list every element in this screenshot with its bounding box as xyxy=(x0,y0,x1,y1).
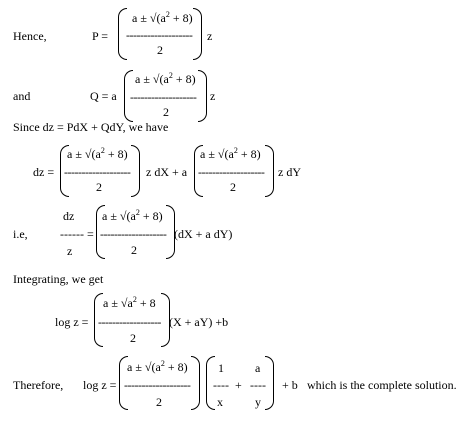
one-num: 1 xyxy=(218,361,224,375)
logz-equals: log z = xyxy=(55,315,89,329)
denominator: 2 xyxy=(96,180,102,194)
a-num: a xyxy=(255,361,261,375)
dx-ady: (dX + a dY) xyxy=(174,227,233,241)
denominator: 2 xyxy=(230,180,236,194)
integrating-line: Integrating, we get xyxy=(13,272,104,286)
q-equals: Q = a xyxy=(90,89,117,103)
denominator: 2 xyxy=(163,105,169,119)
complete-solution-text: which is the complete solution. xyxy=(307,378,457,392)
one-over-x-bar: ---- xyxy=(213,378,229,392)
plus-sign: + xyxy=(235,378,242,392)
xay-b: (X + aY) +b xyxy=(169,315,229,329)
numerator: $a \pm √a^2 + 8$ xyxy=(103,295,156,310)
x-den: x xyxy=(217,395,223,409)
fraction-bar: ------------------- xyxy=(126,28,193,42)
denominator: 2 xyxy=(156,395,162,409)
fraction-bar: ------------------- xyxy=(100,227,167,241)
and-label: and xyxy=(13,89,31,103)
fraction-bar: ------------------ xyxy=(98,315,161,329)
right-paren xyxy=(193,8,202,60)
z-den: z xyxy=(67,244,73,258)
z-factor: z xyxy=(210,89,216,103)
zdy: z dY xyxy=(278,165,301,179)
dz-over-z-bar: ------ xyxy=(60,227,84,241)
plus-b: + b xyxy=(282,378,298,392)
zdx-plus-a: z dX + a xyxy=(146,165,188,179)
ie-label: i.e, xyxy=(13,227,28,241)
fraction-bar: ------------------- xyxy=(198,165,265,179)
denominator: 2 xyxy=(157,43,163,57)
numerator: $a \pm √(a^2 + 8)$ xyxy=(127,359,188,374)
dz-num: dz xyxy=(63,209,75,223)
right-paren xyxy=(191,356,200,410)
therefore-label: Therefore, xyxy=(13,378,64,392)
since-line: Since dz = PdX + QdY, we have xyxy=(13,120,169,134)
right-paren xyxy=(131,145,140,197)
numerator: $a \pm √(a^2 + 8)$ xyxy=(132,10,193,25)
dz-equals: dz = xyxy=(33,165,55,179)
right-paren xyxy=(265,145,274,197)
numerator: $a \pm √(a^2 + 8)$ xyxy=(200,146,261,161)
fraction-bar: ------------------- xyxy=(64,165,131,179)
denominator: 2 xyxy=(131,243,137,257)
denominator: 2 xyxy=(130,331,136,345)
y-den: y xyxy=(255,395,261,409)
numerator: $a \pm √(a^2 + 8)$ xyxy=(135,71,196,86)
numerator: $a \pm √(a^2 + 8)$ xyxy=(102,208,163,223)
numerator: $a \pm √(a^2 + 8)$ xyxy=(67,146,128,161)
a-over-y-bar: ---- xyxy=(250,378,266,392)
logz-equals-final: log z = xyxy=(83,378,117,392)
z-factor: z xyxy=(207,29,213,43)
hence-label: Hence, xyxy=(13,29,47,43)
p-equals: P = xyxy=(92,29,108,43)
right-paren xyxy=(265,356,274,410)
equals-sign: = xyxy=(87,227,94,241)
fraction-bar: ------------------- xyxy=(124,378,191,392)
right-paren xyxy=(198,70,207,122)
fraction-bar: ------------------- xyxy=(130,90,197,104)
